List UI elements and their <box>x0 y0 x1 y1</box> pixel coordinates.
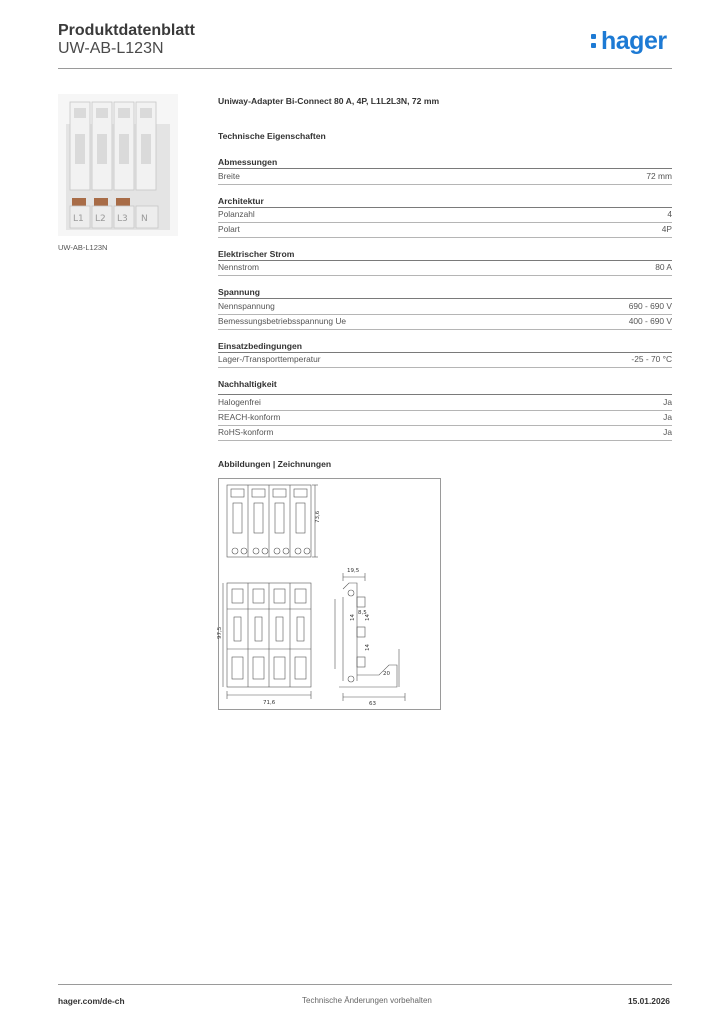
section-title-einsatzbedingungen: Einsatzbedingungen <box>218 341 303 351</box>
dim-depth-side: 63 <box>369 701 376 707</box>
drawings-title: Abbildungen | Zeichnungen <box>218 459 332 469</box>
dim-height-top: 73,6 <box>315 510 321 523</box>
spec-label: Halogenfrei <box>218 397 261 407</box>
section-title-abmessungen: Abmessungen <box>218 157 278 167</box>
spec-value: 4 <box>667 209 672 219</box>
spec-value: -25 - 70 °C <box>631 354 672 364</box>
section-title-architektur: Architektur <box>218 196 264 206</box>
adapter-illustration <box>58 94 178 236</box>
properties-title: Technische Eigenschaften <box>218 131 326 141</box>
spec-row-rohs <box>218 425 672 441</box>
spec-value: 400 - 690 V <box>628 316 672 326</box>
spec-label: Nennstrom <box>218 262 259 272</box>
footer-website-link[interactable]: hager.com/de-ch <box>58 996 125 1006</box>
spec-label: Bemessungsbetriebsspannung Ue <box>218 316 347 326</box>
spec-row-reach <box>218 410 672 426</box>
product-photo <box>58 94 178 236</box>
dimension-drawing <box>219 479 440 709</box>
logo-colon-icon <box>591 27 597 51</box>
spec-row-bemessungsbetriebsspannung <box>218 314 672 330</box>
spec-row-nennspannung <box>218 299 672 315</box>
spec-value: 80 A <box>655 262 672 272</box>
section-title-elektrischer-strom: Elektrischer Strom <box>218 249 295 259</box>
photo-caption: UW-AB-L123N <box>58 243 108 252</box>
spec-value: 4P <box>661 224 672 234</box>
spec-label: Nennspannung <box>218 301 275 311</box>
footer-date: 15.01.2026 <box>628 996 670 1006</box>
dim-spacing-a: 14 <box>365 614 371 621</box>
dim-spacing-b: 14 <box>365 644 371 651</box>
dim-small-a: 8,5 <box>358 610 367 616</box>
hager-logo[interactable] <box>591 27 667 56</box>
spec-label: REACH-konform <box>218 412 281 422</box>
technical-drawing <box>218 478 441 710</box>
spec-row-breite <box>218 169 672 185</box>
spec-value: 72 mm <box>646 171 672 181</box>
terminal-label: L2 <box>95 214 106 224</box>
dim-height-bottom: 97,5 <box>217 626 223 639</box>
footer-note: Technische Änderungen vorbehalten <box>302 996 432 1005</box>
spec-label: Lager-/Transporttemperatur <box>218 354 321 364</box>
terminal-label: L3 <box>117 214 128 224</box>
dim-width-bottom: 71,6 <box>263 700 276 706</box>
spec-value: 690 - 690 V <box>628 301 672 311</box>
spec-row-halogenfrei <box>218 395 672 411</box>
spec-label: RoHS-konform <box>218 427 274 437</box>
section-title-spannung: Spannung <box>218 287 261 297</box>
spec-value: Ja <box>663 412 672 422</box>
header-divider <box>58 68 672 69</box>
spec-label: Polanzahl <box>218 209 255 219</box>
spec-row-polanzahl <box>218 207 672 223</box>
spec-label: Breite <box>218 171 240 181</box>
product-name: Uniway-Adapter Bi-Connect 80 A, 4P, L1L2L3N, 72 mm <box>218 96 440 106</box>
terminal-label: L1 <box>73 214 84 224</box>
spec-row-temperatur <box>218 352 672 368</box>
dim-spacing-c: 14 <box>350 614 356 621</box>
dim-small-b: 20 <box>383 671 390 677</box>
terminal-label: N <box>141 214 148 224</box>
logo-text: hager <box>601 27 667 55</box>
spec-value: Ja <box>663 427 672 437</box>
footer-divider <box>58 984 672 985</box>
spec-label: Polart <box>218 224 240 234</box>
product-reference: UW-AB-L123N <box>58 40 164 57</box>
dim-width-side-top: 19,5 <box>347 568 360 574</box>
spec-row-polart <box>218 222 672 238</box>
spec-row-nennstrom <box>218 260 672 276</box>
spec-value: Ja <box>663 397 672 407</box>
section-title-nachhaltigkeit: Nachhaltigkeit <box>218 379 277 389</box>
page-title: Produktdatenblatt <box>58 22 195 39</box>
